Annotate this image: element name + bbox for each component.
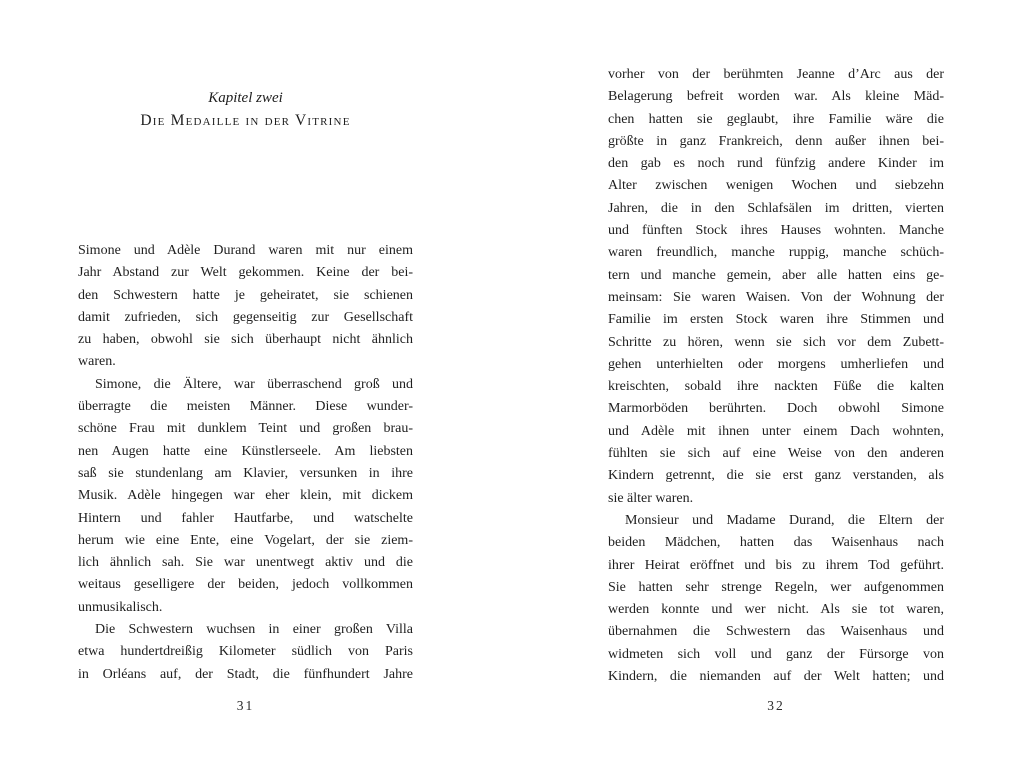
text-line: meinsam: Sie waren Waisen. Von der Wohnung der [608,289,944,305]
text-line: Monsieur und Madame Durand, die Eltern der [625,512,944,528]
text-line: nen Augen hatte eine Künstlerseele. Am liebsten [78,443,413,459]
text-line: chen hatten sie geglaubt, ihre Familie wäre die [608,111,944,127]
text-line: überragte die meisten Männer. Diese wunder- [78,399,413,415]
text-line: tern und manche gemein, aber alle hatten eins ge- [608,267,944,283]
text-line: schöne Frau mit dunklem Teint und großen brau- [78,421,413,437]
text-line: übernahmen die Schwestern das Waisenhaus und [608,624,944,640]
text-line: Simone und Adèle Durand waren mit nur einem [78,243,413,258]
text-line: Die Schwestern wuchsen in einer großen Villa [95,622,413,638]
text-line: Musik. Adèle hingegen war eher klein, mit dickem [78,488,413,504]
text-line: herum wie eine Ente, eine Vogelart, der sie ziem- [78,532,413,548]
text-line: waren. [78,354,116,370]
text-line: den Schwestern hatte je geheiratet, sie schienen [78,287,413,303]
text-line: zu haben, obwohl sie sich überhaupt nicht ähnlich [78,332,413,348]
text-line: den gab es noch rund fünfzig andere Kinder im [608,156,944,172]
text-line: weitaus geselligere der beiden, jedoch vollkommen [78,577,413,593]
text-line: Alter zwischen wenigen Wochen und siebzehn [608,178,944,194]
text-line: Jahren, die in den Schlafsälen im dritten, vierten [608,200,944,216]
text-line: Schritte zu hören, wenn sie sich vor dem Zubett- [608,334,944,350]
text-line: und Adèle mit ihnen unter einem Dach wohnten, [608,423,944,439]
text-line: werden konnte und wer nicht. Als sie tot waren, [608,602,944,618]
text-line: Marmorböden berührten. Doch obwohl Simone [608,401,944,417]
text-line: Jahr Abstand zur Welt gekommen. Keine der bei- [78,265,413,281]
page-number-left: 31 [236,698,255,713]
text-line: Simone, die Ältere, war überraschend groß und [95,376,413,392]
chapter-heading [78,88,413,131]
text-line: vorher von der berühmten Jeanne d’Arc aus der [608,67,944,82]
text-line: damit zufrieden, sich gegenseitig zur Gesellschaft [78,309,413,325]
text-line: Kindern, die niemanden auf der Welt hatten; und [608,669,944,685]
page-left-text [78,240,413,686]
text-line: lich ähnlich sah. Sie war unentwegt aktiv und die [78,555,413,571]
chapter-title: Die Medaille in der Vitrine [140,112,351,129]
text-line: widmeten sich voll und ganz der Fürsorge von [608,646,944,662]
text-line: Hintern und fahler Hautfarbe, und watschelte [78,510,413,526]
text-line: Familie im ersten Stock waren ihre Stimmen und [608,312,944,328]
text-line: Kindern getrennt, die sie erst ganz verstanden, als [608,468,944,484]
text-line: gehen unterhielten oder morgens umherliefen und [608,356,944,372]
page-right [608,0,944,775]
text-line: kreischten, sobald ihre nackten Füße die kalten [608,379,944,395]
text-line: unmusikalisch. [78,599,163,615]
text-line: etwa hundertdreißig Kilometer südlich von Paris [78,644,413,660]
text-line: in Orléans auf, der Stadt, die fünfhundert Jahre [78,666,413,682]
text-line: sie älter waren. [608,490,694,506]
page-number-right: 32 [767,698,785,713]
page-right-text [608,64,944,688]
text-line: fühlten sie sich auf eine Weise von den anderen [608,446,944,462]
chapter-kicker: Kapitel zwei [208,90,283,106]
text-line: Sie hatten sehr strenge Regeln, wer aufgenommen [608,579,944,595]
text-line: und fünften Stock ihres Hauses wohnten. Manche [608,223,944,239]
page-left [78,0,413,775]
text-line: waren freundlich, manche ruppig, manche schüch- [608,245,944,261]
text-line: ihrer Heirat eröffnet und bis zu ihrem Tod geführt. [608,557,944,573]
text-line: saß sie stundenlang am Klavier, versunken in ihre [78,465,413,481]
text-line: größte in ganz Frankreich, denn außer ihnen bei- [608,133,944,149]
text-line: Belagerung befreit worden war. Als kleine Mäd- [608,89,944,105]
text-line: beiden Mädchen, hatten das Waisenhaus nach [608,535,944,551]
